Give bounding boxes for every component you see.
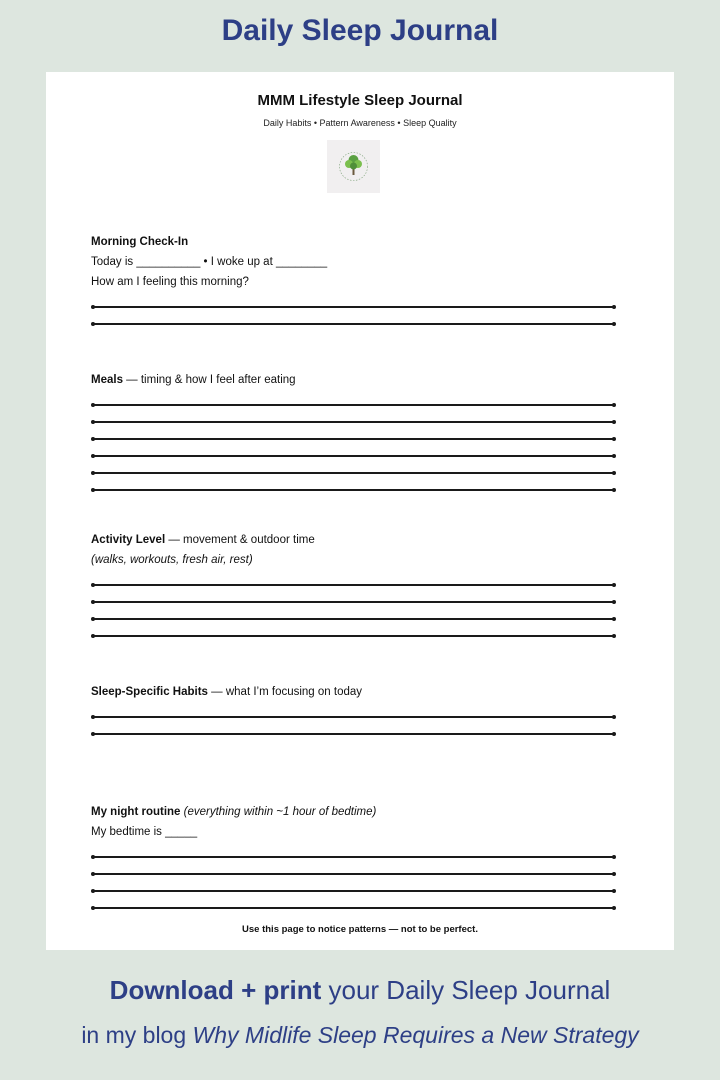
download-promo	[0, 975, 720, 1006]
sleep-habits-heading: Sleep-Specific Habits	[91, 686, 208, 698]
footer-note: Use this page to notice patterns — not to be perfect.	[242, 924, 478, 935]
morning-checkin-section	[91, 232, 621, 292]
morning-feeling-prompt: How am I feeling this morning?	[91, 276, 249, 288]
writing-line[interactable]	[93, 455, 614, 457]
page-title: Daily Sleep Journal	[221, 14, 499, 47]
writing-line[interactable]	[93, 489, 614, 491]
download-rest-text: your Daily Sleep Journal	[321, 975, 611, 1005]
journal-sheet	[46, 72, 674, 950]
writing-line[interactable]	[93, 635, 614, 637]
writing-line[interactable]	[93, 907, 614, 909]
night-heading: My night routine	[91, 806, 181, 818]
writing-line[interactable]	[93, 716, 614, 718]
writing-line[interactable]	[93, 873, 614, 875]
night-detail: (everything within ~1 hour of bedtime)	[180, 806, 377, 818]
writing-line[interactable]	[93, 306, 614, 308]
writing-line[interactable]	[93, 890, 614, 892]
night-routine-section	[91, 802, 621, 842]
writing-line[interactable]	[93, 323, 614, 325]
writing-line[interactable]	[93, 421, 614, 423]
meals-section	[91, 370, 621, 390]
activity-note: (walks, workouts, fresh air, rest)	[91, 554, 253, 566]
sleep-habits-section	[91, 682, 621, 702]
bedtime-line: My bedtime is _____	[91, 826, 198, 838]
activity-section	[91, 530, 621, 570]
blog-reference	[0, 1022, 720, 1049]
writing-line[interactable]	[93, 438, 614, 440]
activity-heading: Activity Level	[91, 534, 166, 546]
writing-line[interactable]	[93, 584, 614, 586]
blog-prefix: in my blog	[81, 1022, 193, 1048]
meals-heading: Meals	[91, 374, 123, 386]
writing-line[interactable]	[93, 601, 614, 603]
tree-logo-icon	[327, 140, 380, 193]
morning-heading: Morning Check-In	[91, 236, 189, 248]
morning-date-wake-line: Today is __________ • I woke up at ________	[91, 256, 328, 268]
sleep-habits-detail: — what I’m focusing on today	[207, 686, 363, 698]
activity-detail: — movement & outdoor time	[165, 534, 315, 546]
sheet-title: MMM Lifestyle Sleep Journal	[257, 92, 463, 109]
writing-line[interactable]	[93, 856, 614, 858]
download-print-text: Download + print	[109, 975, 322, 1005]
writing-line[interactable]	[93, 733, 614, 735]
sheet-subtitle: Daily Habits • Pattern Awareness • Sleep Quality	[263, 118, 457, 128]
writing-line[interactable]	[93, 472, 614, 474]
blog-title-link[interactable]: Why Midlife Sleep Requires a New Strategy	[192, 1022, 639, 1048]
writing-line[interactable]	[93, 618, 614, 620]
writing-line[interactable]	[93, 404, 614, 406]
meals-detail: — timing & how I feel after eating	[122, 374, 296, 386]
